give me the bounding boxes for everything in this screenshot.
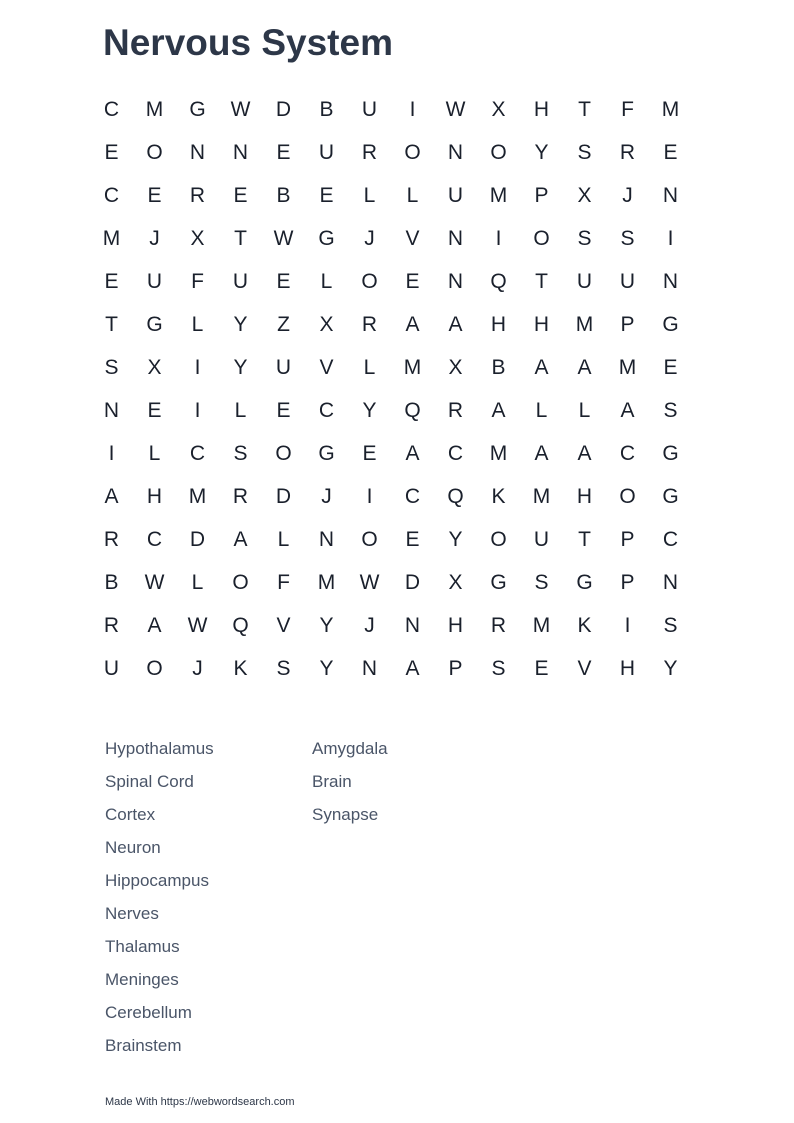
grid-letter: N (189, 140, 206, 164)
grid-letter: D (404, 570, 421, 594)
grid-letter: B (104, 570, 119, 594)
grid-letter: J (364, 226, 375, 250)
grid-letter: P (620, 570, 635, 594)
grid-letter: W (230, 97, 251, 121)
word-list-item: Synapse (312, 805, 379, 824)
grid-letter: A (534, 355, 549, 379)
grid-letter: K (491, 484, 506, 508)
grid-letter: R (103, 613, 120, 637)
footer-credit: Made With https://webwordsearch.com (105, 1096, 295, 1108)
grid-letter: B (319, 97, 334, 121)
grid-letter: D (189, 527, 206, 551)
grid-row (90, 88, 692, 131)
grid-letter: O (146, 656, 163, 680)
grid-letter: U (103, 656, 120, 680)
grid-letter: R (490, 613, 507, 637)
grid-letter: M (489, 183, 508, 207)
grid-letter: T (578, 527, 591, 551)
grid-letter: M (661, 97, 680, 121)
grid-row (90, 389, 692, 432)
grid-letter: L (406, 183, 419, 207)
grid-letter: O (361, 527, 378, 551)
grid-letter: M (403, 355, 422, 379)
grid-letter: A (233, 527, 248, 551)
grid-row (90, 604, 692, 647)
grid-letter: X (319, 312, 334, 336)
grid-letter: P (534, 183, 549, 207)
grid-letter: E (104, 140, 119, 164)
grid-letter: H (490, 312, 507, 336)
grid-letter: W (445, 97, 466, 121)
grid-letter: B (276, 183, 291, 207)
grid-letter: Y (233, 355, 248, 379)
grid-letter: A (405, 312, 420, 336)
grid-letter: Y (534, 140, 549, 164)
word-list-item: Cerebellum (105, 1003, 192, 1022)
grid-letter: O (533, 226, 550, 250)
grid-letter: N (404, 613, 421, 637)
grid-letter: E (319, 183, 334, 207)
grid-letter: E (663, 140, 678, 164)
grid-letter: H (533, 312, 550, 336)
word-list-item: Hypothalamus (105, 739, 214, 758)
grid-row (90, 131, 692, 174)
grid-letter: M (532, 484, 551, 508)
grid-letter: K (233, 656, 248, 680)
grid-letter: X (147, 355, 162, 379)
word-column (312, 737, 519, 1067)
grid-letter: O (232, 570, 249, 594)
grid-letter: O (361, 269, 378, 293)
grid-letter: R (232, 484, 249, 508)
grid-letter: E (276, 269, 291, 293)
grid-letter: G (662, 484, 679, 508)
grid-letter: N (103, 398, 120, 422)
grid-letter: E (276, 140, 291, 164)
grid-row (90, 432, 692, 475)
grid-letter: A (577, 441, 592, 465)
grid-row (90, 217, 692, 260)
grid-letter: L (191, 570, 204, 594)
grid-letter: E (147, 183, 162, 207)
grid-letter: P (620, 312, 635, 336)
grid-letter: L (191, 312, 204, 336)
grid-letter: Z (277, 312, 290, 336)
grid-letter: M (489, 441, 508, 465)
word-list-item: Neuron (105, 838, 161, 857)
grid-letter: U (447, 183, 464, 207)
grid-letter: N (662, 570, 679, 594)
grid-row (90, 260, 692, 303)
grid-letter: G (318, 226, 335, 250)
grid-letter: W (273, 226, 294, 250)
grid-letter: N (318, 527, 335, 551)
grid-letter: N (662, 183, 679, 207)
grid-letter: E (233, 183, 248, 207)
grid-letter: G (490, 570, 507, 594)
grid-letter: M (188, 484, 207, 508)
grid-letter: A (448, 312, 463, 336)
grid-letter: A (620, 398, 635, 422)
grid-letter: N (447, 226, 464, 250)
grid-letter: F (277, 570, 290, 594)
grid-letter: S (663, 613, 678, 637)
word-list-item: Amygdala (312, 739, 388, 758)
grid-letter: O (619, 484, 636, 508)
grid-letter: N (232, 140, 249, 164)
grid-letter: Y (319, 656, 334, 680)
grid-letter: O (404, 140, 421, 164)
letter-grid (90, 88, 692, 690)
word-column (105, 737, 312, 1067)
grid-letter: U (232, 269, 249, 293)
grid-letter: H (533, 97, 550, 121)
grid-row (90, 647, 692, 690)
grid-letter: E (276, 398, 291, 422)
grid-letter: I (194, 398, 201, 422)
grid-letter: N (447, 269, 464, 293)
grid-letter: D (275, 484, 292, 508)
grid-letter: M (618, 355, 637, 379)
grid-letter: J (192, 656, 203, 680)
grid-letter: N (447, 140, 464, 164)
grid-letter: A (405, 656, 420, 680)
grid-letter: A (577, 355, 592, 379)
grid-letter: M (575, 312, 594, 336)
grid-letter: I (495, 226, 502, 250)
grid-letter: I (409, 97, 416, 121)
grid-letter: H (619, 656, 636, 680)
grid-letter: S (663, 398, 678, 422)
grid-letter: M (317, 570, 336, 594)
grid-letter: L (363, 355, 376, 379)
grid-letter: R (361, 312, 378, 336)
grid-letter: Y (362, 398, 377, 422)
grid-letter: X (448, 355, 463, 379)
grid-letter: X (190, 226, 205, 250)
grid-letter: Q (490, 269, 507, 293)
grid-letter: R (103, 527, 120, 551)
grid-row (90, 475, 692, 518)
grid-letter: J (622, 183, 633, 207)
grid-letter: P (620, 527, 635, 551)
grid-letter: O (490, 140, 507, 164)
grid-letter: L (148, 441, 161, 465)
grid-letter: Y (233, 312, 248, 336)
grid-letter: U (533, 527, 550, 551)
grid-letter: R (361, 140, 378, 164)
grid-letter: W (144, 570, 165, 594)
grid-letter: J (321, 484, 332, 508)
grid-letter: U (619, 269, 636, 293)
grid-letter: L (277, 527, 290, 551)
grid-letter: U (275, 355, 292, 379)
word-list-item: Spinal Cord (105, 772, 194, 791)
grid-letter: A (405, 441, 420, 465)
grid-letter: L (578, 398, 591, 422)
grid-letter: P (448, 656, 463, 680)
grid-letter: M (145, 97, 164, 121)
grid-letter: Y (448, 527, 463, 551)
grid-letter: V (276, 613, 291, 637)
grid-row (90, 561, 692, 604)
word-list-item: Nerves (105, 904, 159, 923)
grid-letter: X (577, 183, 592, 207)
grid-letter: V (405, 226, 420, 250)
word-list-item: Brainstem (105, 1036, 182, 1055)
grid-letter: R (189, 183, 206, 207)
grid-letter: T (234, 226, 247, 250)
grid-letter: A (534, 441, 549, 465)
word-list-item: Thalamus (105, 937, 180, 956)
grid-letter: S (491, 656, 506, 680)
grid-letter: T (578, 97, 591, 121)
grid-letter: M (102, 226, 121, 250)
grid-letter: I (667, 226, 674, 250)
grid-letter: S (577, 140, 592, 164)
grid-letter: T (535, 269, 548, 293)
grid-row (90, 346, 692, 389)
grid-letter: G (146, 312, 163, 336)
grid-letter: E (147, 398, 162, 422)
grid-letter: S (534, 570, 549, 594)
grid-row (90, 174, 692, 217)
grid-letter: G (318, 441, 335, 465)
grid-letter: C (318, 398, 335, 422)
grid-letter: S (104, 355, 119, 379)
grid-letter: C (404, 484, 421, 508)
grid-letter: U (576, 269, 593, 293)
grid-letter: H (576, 484, 593, 508)
grid-letter: T (105, 312, 118, 336)
grid-letter: R (619, 140, 636, 164)
grid-letter: G (662, 312, 679, 336)
grid-letter: G (576, 570, 593, 594)
grid-letter: O (275, 441, 292, 465)
grid-letter: C (146, 527, 163, 551)
grid-letter: V (577, 656, 592, 680)
grid-letter: H (447, 613, 464, 637)
grid-letter: R (447, 398, 464, 422)
grid-letter: U (318, 140, 335, 164)
grid-letter: H (146, 484, 163, 508)
grid-letter: Y (319, 613, 334, 637)
word-list (105, 737, 519, 1067)
grid-letter: E (362, 441, 377, 465)
grid-letter: E (405, 527, 420, 551)
grid-letter: X (491, 97, 506, 121)
word-list-item: Hippocampus (105, 871, 209, 890)
grid-letter: G (189, 97, 206, 121)
grid-letter: Y (663, 656, 678, 680)
grid-letter: A (147, 613, 162, 637)
grid-letter: C (103, 183, 120, 207)
grid-letter: L (535, 398, 548, 422)
word-list-item: Cortex (105, 805, 156, 824)
grid-letter: K (577, 613, 592, 637)
grid-letter: C (447, 441, 464, 465)
grid-letter: L (234, 398, 247, 422)
grid-letter: Q (232, 613, 249, 637)
grid-letter: V (319, 355, 334, 379)
grid-letter: U (146, 269, 163, 293)
grid-letter: I (194, 355, 201, 379)
grid-letter: C (619, 441, 636, 465)
grid-letter: C (189, 441, 206, 465)
grid-letter: I (108, 441, 115, 465)
grid-letter: E (104, 269, 119, 293)
grid-letter: F (621, 97, 634, 121)
grid-letter: D (275, 97, 292, 121)
grid-letter: G (662, 441, 679, 465)
grid-letter: L (320, 269, 333, 293)
grid-letter: J (149, 226, 160, 250)
grid-letter: U (361, 97, 378, 121)
grid-letter: F (191, 269, 204, 293)
grid-row (90, 518, 692, 561)
grid-letter: C (662, 527, 679, 551)
grid-letter: W (359, 570, 380, 594)
grid-letter: O (146, 140, 163, 164)
grid-letter: B (491, 355, 506, 379)
grid-letter: E (663, 355, 678, 379)
page-title: Nervous System (103, 22, 393, 63)
word-list-item: Meninges (105, 970, 179, 989)
grid-letter: W (187, 613, 208, 637)
grid-letter: Q (447, 484, 464, 508)
grid-letter: M (532, 613, 551, 637)
grid-letter: X (448, 570, 463, 594)
grid-letter: S (233, 441, 248, 465)
word-list-item: Brain (312, 772, 352, 791)
grid-letter: S (276, 656, 291, 680)
grid-letter: A (104, 484, 119, 508)
grid-letter: S (577, 226, 592, 250)
grid-letter: O (490, 527, 507, 551)
grid-letter: E (405, 269, 420, 293)
grid-letter: L (363, 183, 376, 207)
grid-letter: N (361, 656, 378, 680)
grid-letter: S (620, 226, 635, 250)
grid-letter: J (364, 613, 375, 637)
grid-letter: Q (404, 398, 421, 422)
grid-letter: I (366, 484, 373, 508)
grid-letter: I (624, 613, 631, 637)
grid-letter: N (662, 269, 679, 293)
grid-row (90, 303, 692, 346)
grid-letter: E (534, 656, 549, 680)
grid-letter: C (103, 97, 120, 121)
grid-letter: A (491, 398, 506, 422)
